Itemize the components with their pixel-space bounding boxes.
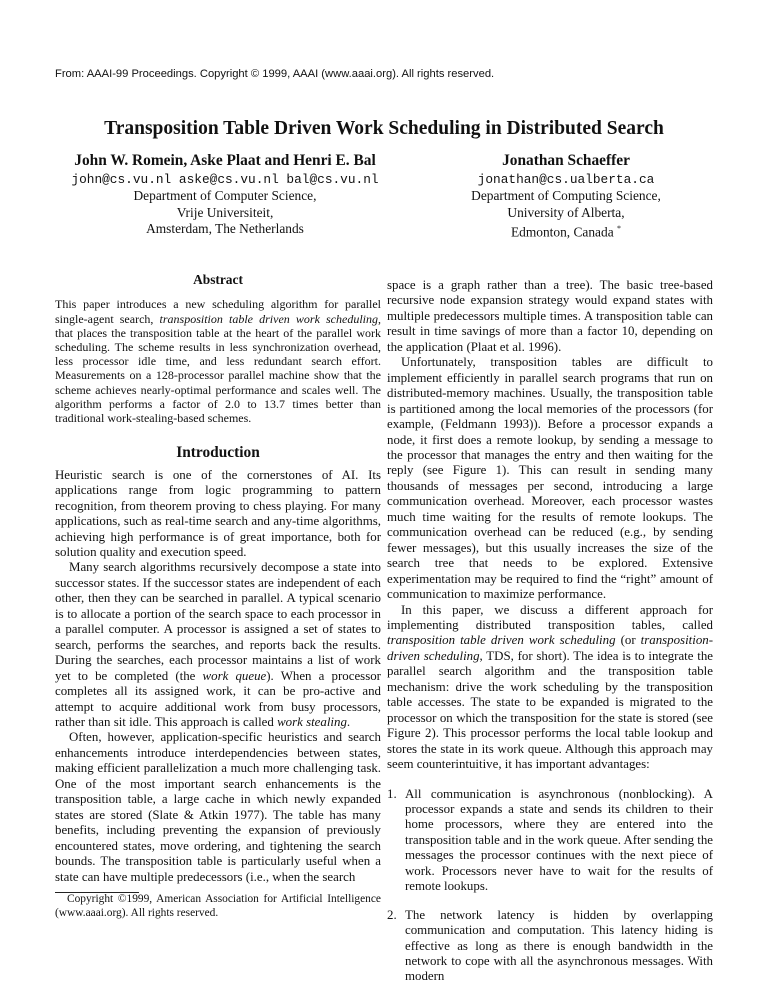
list-item	[387, 908, 713, 985]
list-number: 2.	[387, 907, 397, 922]
paragraph-text: In this paper, we discuss a different approach for implementing distributed transposition tables, called	[387, 602, 713, 632]
list-item-text: The network latency is hidden by overlapping communication and computation. This latency hiding is effective as long as there is enough bandwidth in the network to cope with all the asynchronous messages. With modern	[405, 907, 713, 984]
author-city-text: Edmonton, Canada	[511, 224, 614, 240]
section-heading-introduction: Introduction	[176, 444, 260, 462]
right-paragraph-1: space is a graph rather than a tree). The basic tree-based recursive node expansion strategy would expand states with multiple predecessors multiple times. A transposition table can result in time savings of more than a factor 10, depending on the application (Plaat et al. 1996).	[387, 278, 713, 354]
intro-paragraph-2	[55, 560, 381, 730]
abstract-emphasis: transposition table driven work scheduling	[159, 311, 379, 326]
term-tds: transposition table driven work scheduling	[387, 633, 616, 648]
author-department: Department of Computing Science,	[471, 188, 661, 203]
right-paragraph-2: Unfortunately, transposition tables are difficult to implement efficiently in parallel search programs that run on distributed-memory machines. Usually, the transposition table is partitioned among the local memories of the processors (for example, (Feldmann 1993)). Before a processor expands a node, it first does a remote lookup, by sending a message to the processor that manages the entry and then waiting for the reply (see Figure 1). This can result in sending many thousands of messages per second, introducing a large communication overhead. Moreover, each processor wastes much time waiting for the results of remote lookups. The communication overhead can be reduced (e.g., by sending fewer messages), but this usually increases the size of the search tree that needs to be explored. Extensive experimentation may be required to find the “right” amount of communication to maximize performance.	[387, 355, 713, 602]
author-block-left	[60, 153, 390, 238]
paragraph-text: Many search algorithms recursively decompose a state into successor states. If the successor states are independent of each other, then they can be searched in parallel. A typical scenario is to allocate a portion of the search space to each processor in a parallel computer. A processor is assigned a set of states to search, performs the searches, and reports back the results. During the searches, each processor maintains a list of work yet to be completed (the	[55, 560, 381, 683]
paragraph-text: ). When a processor completes all its assigned work, it can be pro-active and attempt to acquire additional work from busy processors, rather than sit idle. This approach is called	[55, 668, 381, 729]
term-work-queue: work queue	[202, 668, 267, 683]
advantages-list	[387, 787, 713, 985]
right-paragraph-3	[387, 603, 713, 773]
abstract-heading: Abstract	[193, 272, 243, 287]
author-names: John W. Romein, Aske Plaat and Henri E. Bal	[74, 152, 376, 169]
abstract-text: This paper introduces a new scheduling algorithm for parallel single-agent search,	[55, 297, 381, 326]
list-item	[387, 787, 713, 895]
intro-paragraph-1: Heuristic search is one of the cornerstones of AI. Its applications range from logic programming to pattern recognition, from theorem proving to chess playing. For many applications, such as real-time search and any-time algorithms, achieving high performance is of great importance, both for solution quality and execution speed.	[55, 467, 381, 559]
list-number: 1.	[387, 786, 397, 801]
paragraph-text: (or	[620, 633, 636, 648]
term-transposition-driven: transposition-driven scheduling	[387, 633, 713, 663]
source-line: From: AAAI-99 Proceedings. Copyright © 1999, AAAI (www.aaai.org). All rights reserved.	[55, 68, 495, 80]
left-column	[55, 272, 381, 921]
author-institution: University of Alberta,	[507, 204, 625, 220]
author-city	[418, 221, 714, 241]
copyright-footnote: Copyright ©1999, American Association for Artificial Intelligence (www.aaai.org). All rights reserved.	[55, 892, 381, 919]
right-column	[387, 278, 713, 998]
author-emails: john@cs.vu.nl aske@cs.vu.nl bal@cs.vu.nl	[71, 171, 379, 187]
abstract-text: , that places the transposition table at the heart of the parallel work scheduling. The scheme results in less synchronization overhead, less processor idle time, and less redundant search effort. Measurements on a 128-processor parallel machine show that the scheme achieves nearly-optimal performance and scales well. The algorithm performs a factor of 2.0 to 13.7 times better than traditional work-stealing-based schemes.	[55, 311, 382, 426]
author-institution: Vrije Universiteit,	[176, 204, 274, 220]
abstract-body	[55, 297, 381, 425]
paper-title: Transposition Table Driven Work Scheduling in Distributed Search	[104, 118, 664, 139]
term-work-stealing: work stealing	[277, 714, 347, 729]
paragraph-text: , TDS, for short). The idea is to integrate the parallel search algorithm and the transposition table mechanism: drive the work scheduling by the transposition table accesses. The state to be expanded is migrated to the processor on which the transposition for the state is stored (see Figure 2). This processor performs the local table lookup and stores the state in its work queue. Although this approach may seem counterintuitive, it has important advantages:	[387, 648, 713, 772]
author-department: Department of Computer Science,	[133, 188, 317, 203]
author-names: Jonathan Schaeffer	[502, 152, 630, 169]
intro-paragraph-3: Often, however, application-specific heuristics and search enhancements introduce interdependencies between states, making efficient parallelization a much more challenging task. One of the most important search enhancements is the transposition table, a large cache in which newly expanded states are stored (Slate & Atkin 1977). The table has many benefits, including preventing the expansion of previously encountered states, move ordering, and tightening the search bounds. The transposition table is particularly useful when a state can have multiple predecessors (i.e., when the search	[55, 730, 381, 884]
footnote-mark: *	[617, 224, 621, 233]
author-emails: jonathan@cs.ualberta.ca	[477, 171, 655, 187]
paragraph-text: .	[346, 714, 351, 729]
author-block-right	[418, 153, 714, 241]
author-city: Amsterdam, The Netherlands	[146, 221, 304, 236]
list-item-text: All communication is asynchronous (nonblocking). A processor expands a state and sends its children to their home processors, where they are entered into the transposition table and in the work queue. After sending the messages the processor continues with the next piece of work. Processors never have to wait for the results of remote lookups.	[405, 786, 713, 894]
